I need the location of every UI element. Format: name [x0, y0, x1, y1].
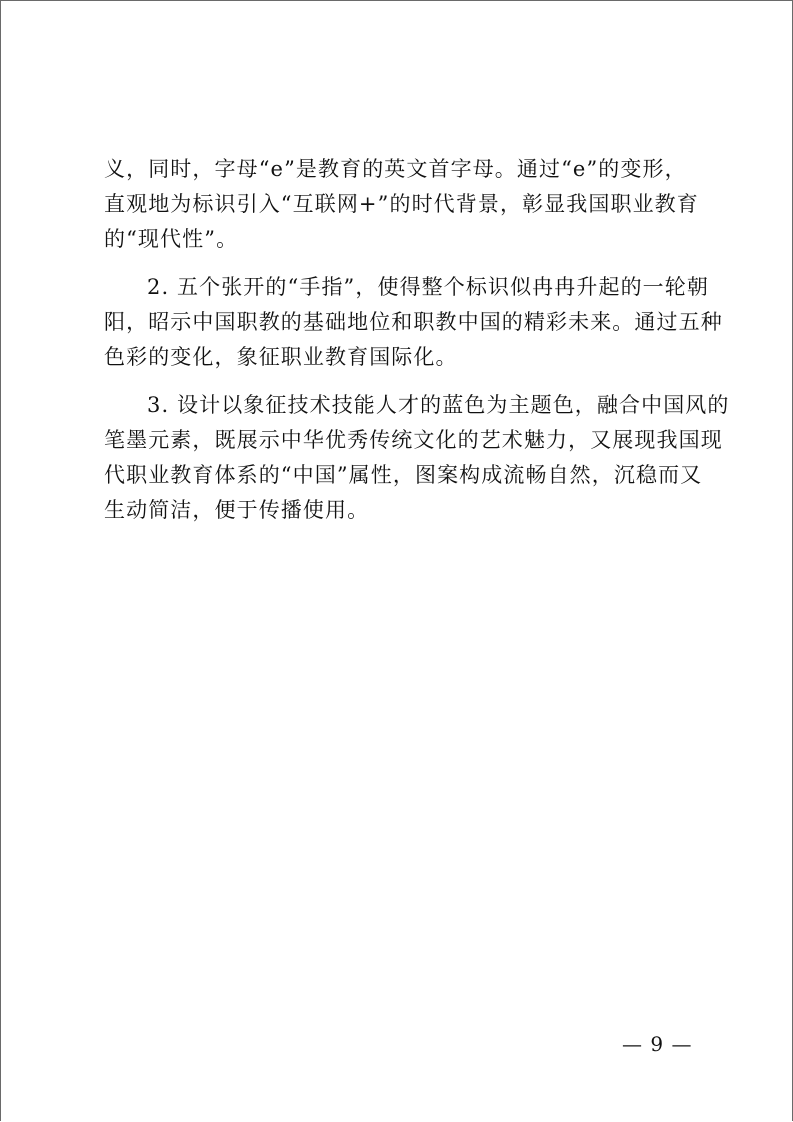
- text-line: 的“现代性”。: [104, 227, 239, 251]
- text-line: 义，同时，字母“e”是教育的英文首字母。通过“e”的变形，: [104, 157, 687, 181]
- text-line: 代职业教育体系的“中国”属性，图案构成流畅自然，沉稳而又: [104, 463, 703, 487]
- text-line: 生动简洁，便于传播使用。: [104, 498, 370, 522]
- paragraph-item-2: [104, 270, 723, 375]
- text-line: 阳，昭示中国职教的基础地位和职教中国的精彩未来。通过五种: [104, 310, 723, 334]
- text-line: 笔墨元素，既展示中华优秀传统文化的艺术魅力，又展现我国现: [104, 428, 723, 452]
- text-line: 3. 设计以象征技术技能人才的蓝色为主题色，融合中国风的: [147, 393, 730, 417]
- text-line: 直观地为标识引入“互联网+”的时代背景，彰显我国职业教育: [104, 192, 699, 216]
- text-line: 色彩的变化，象征职业教育国际化。: [104, 345, 458, 369]
- paragraph-item-3: [104, 388, 730, 528]
- text-line: 2. 五个张开的“手指”，使得整个标识似冉冉升起的一轮朝: [147, 275, 709, 299]
- paragraph-continuation: [104, 152, 699, 257]
- document-body: [104, 152, 730, 528]
- page-number: — 9 —: [622, 1032, 693, 1056]
